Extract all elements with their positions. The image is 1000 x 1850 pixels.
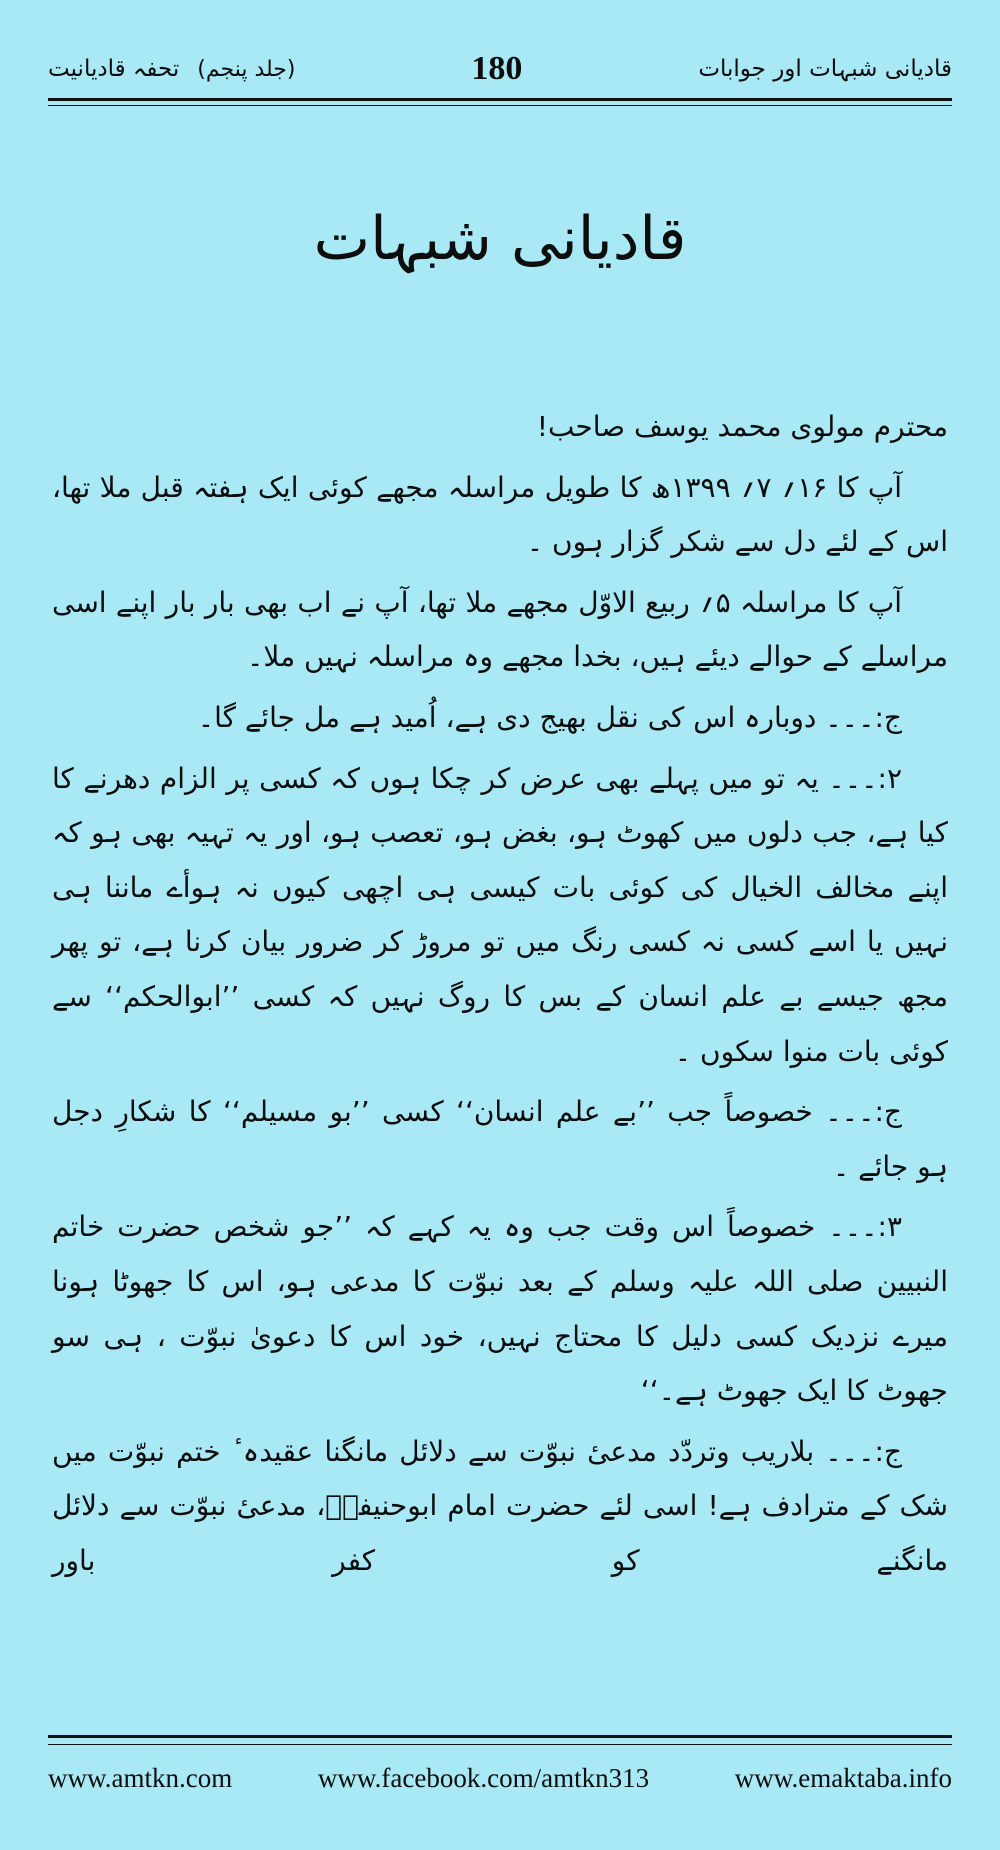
page-header (48, 38, 952, 100)
header-divider-thin (48, 105, 952, 106)
page-title: قادیانی شبہات (313, 204, 687, 274)
paragraph-2: آپ کا مراسلہ ۵؍ ربیع الاوّل مجھے ملا تھا، آپ نے اب بھی بار بار اپنے اسی مراسلے کے حوالے دیئے ہیں، بخدا مجھے وہ مراسلہ نہیں ملا۔ (52, 585, 948, 674)
footer-link-facebook[interactable]: www.facebook.com/amtkn313 (317, 1762, 650, 1793)
paragraph-question-2: ۲:۔۔۔ یہ تو میں پہلے بھی عرض کر چکا ہوں کہ کسی پر الزام دھرنے کا کیا ہے، جب دلوں میں کھوٹ ہو، بغض ہو، تعصب ہو، اور یہ تہیہ بھی ہو کہ اپنے مخالف الخیال کی کوئی بات کیسی ہی اچھی کیوں نہ ہوأے ماننا ہی نہیں یا اسے کسی نہ کسی رنگ میں تو مروڑ کر ضرور بیان کرنا ہے، تو پھر مجھ جیسے بے علم انسان کے بس کا روگ نہیں کہ کسی ’’ابوالحکم‘‘ سے کوئی بات منوا سکوں ۔ (52, 761, 948, 1068)
footer-link-emaktaba[interactable]: www.emaktaba.info (734, 1762, 952, 1793)
paragraph-answer-3: ج:۔۔۔ بلاریب وتردّد مدعیٔ نبوّت سے دلائل مانگنا عقیدہ ٔ ختم نبوّت میں شک کے مترادف ہے! اسی لئے حضرت امام ابوحنیفہؒ، مدعیٔ نبوّت سے دلائل مانگنے کو کفر باور (52, 1434, 948, 1577)
footer-divider-thin (48, 1744, 952, 1745)
paragraph-1: آپ کا ۱۶؍ ۷؍ ۱۳۹۹ھ کا طویل مراسلہ مجھے کوئی ایک ہفتہ قبل ملا تھا، اس کے لئے دل سے شکر گزار ہوں ۔ (52, 470, 948, 559)
paragraph-answer-1: ج:۔۔۔ دوبارہ اس کی نقل بھیج دی ہے، اُمید ہے مل جائے گا۔ (197, 700, 902, 734)
paragraph-salutation: محترم مولوی محمد یوسف صاحب! (536, 410, 948, 443)
footer-link-website[interactable]: www.amtkn.com (48, 1762, 233, 1793)
footer-divider-thick (48, 1735, 952, 1738)
page-body (52, 400, 948, 1594)
header-volume: (جلد پنجم) (197, 56, 296, 82)
page-footer (48, 1754, 952, 1802)
header-divider-thick (48, 98, 952, 101)
page-number: 180 (471, 50, 523, 87)
header-book-info (48, 56, 295, 82)
header-running-title-right: قادیانی شبہات اور جوابات (698, 56, 952, 82)
paragraph-answer-2: ج:۔۔۔ خصوصاً جب ’’بے علم انسان‘‘ کسی ’’بو مسیلم‘‘ کا شکارِ دجل ہو جائے ۔ (52, 1095, 948, 1183)
header-book-title: تحفہ قادیانیت (48, 56, 180, 82)
paragraph-question-3: ۳:۔۔۔ خصوصاً اس وقت جب وہ یہ کہے کہ ’’جو شخص حضرت خاتم النبیین صلی اللہ علیہ وسلم کے بعد نبوّت کا مدعی ہو، اس کا جھوٹا ہونا میرے نزدیک کسی دلیل کا محتاج نہیں، خود اس کا دعویٰ نبوّت ، ہی سو جھوٹ کا ایک جھوٹ ہے۔‘‘ (52, 1210, 948, 1408)
